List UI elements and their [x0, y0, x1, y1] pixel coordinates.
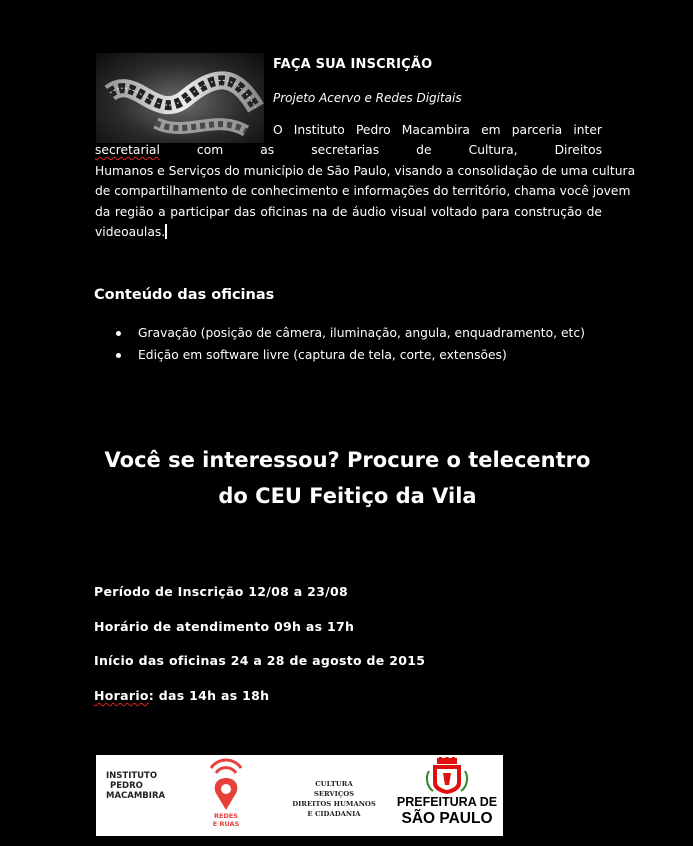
- cta-line-2: do CEU Feitiço da Vila: [218, 484, 477, 508]
- redes-e-ruas-logo: REDES E RUAS: [203, 758, 249, 832]
- instituto-pedro-macambira-logo: INSTITUTO PEDRO MACAMBIRA: [106, 771, 166, 801]
- registration-period: Período de Inscrição 12/08 a 23/08: [94, 584, 349, 599]
- page-title: FAÇA SUA INSCRIÇÃO: [273, 57, 433, 72]
- intro-line: secretarial com as secretarias de Cultura, Direitos: [95, 143, 602, 157]
- city-coat-of-arms-icon: [393, 757, 501, 795]
- cta-line-1: Você se interessou? Procure o telecentro: [104, 448, 591, 472]
- spellcheck-word: secretarial: [95, 143, 160, 157]
- prefeitura-sao-paulo-logo: PREFEITURA DE SÃO PAULO: [393, 757, 501, 833]
- intro-paragraph: [95, 140, 636, 243]
- list-item: Gravação (posição de câmera, iluminação, angula, enquadramento, etc): [110, 322, 585, 344]
- section-title: Conteúdo das oficinas: [94, 287, 275, 303]
- content-list: [110, 322, 585, 366]
- list-item: Edição em software livre (captura de tela, corte, extensões): [110, 344, 585, 366]
- intro-line: de compartilhamento de conhecimento e informações do território, chama você jovem: [95, 184, 631, 198]
- location-pin-icon: [203, 758, 249, 814]
- workshop-schedule: Horario: das 14h as 18h: [94, 688, 270, 703]
- workshop-start: Início das oficinas 24 a 28 de agosto de 2015: [94, 653, 426, 668]
- intro-line: da região a participar das oficinas na de áudio visual voltado para construção de: [95, 204, 602, 219]
- intro-line-last: videoaulas.: [95, 225, 166, 239]
- service-hours: Horário de atendimento 09h as 17h: [94, 619, 355, 634]
- sponsor-logos-banner: [96, 755, 503, 836]
- intro-line: Humanos e Serviços do município de São Paulo, visando a consolidação de uma cultura: [95, 163, 636, 178]
- film-strip-image: [96, 53, 264, 143]
- bullet-icon: [116, 331, 121, 336]
- text-cursor: [165, 224, 167, 239]
- project-subtitle: Projeto Acervo e Redes Digitais: [273, 91, 462, 105]
- intro-paragraph-first-line: O Instituto Pedro Macambira em parceria inter: [273, 123, 602, 137]
- bullet-icon: [116, 353, 121, 358]
- secretariats-logo: CULTURA SERVIÇOS DIREITOS HUMANOS E CIDADANIA: [292, 780, 376, 818]
